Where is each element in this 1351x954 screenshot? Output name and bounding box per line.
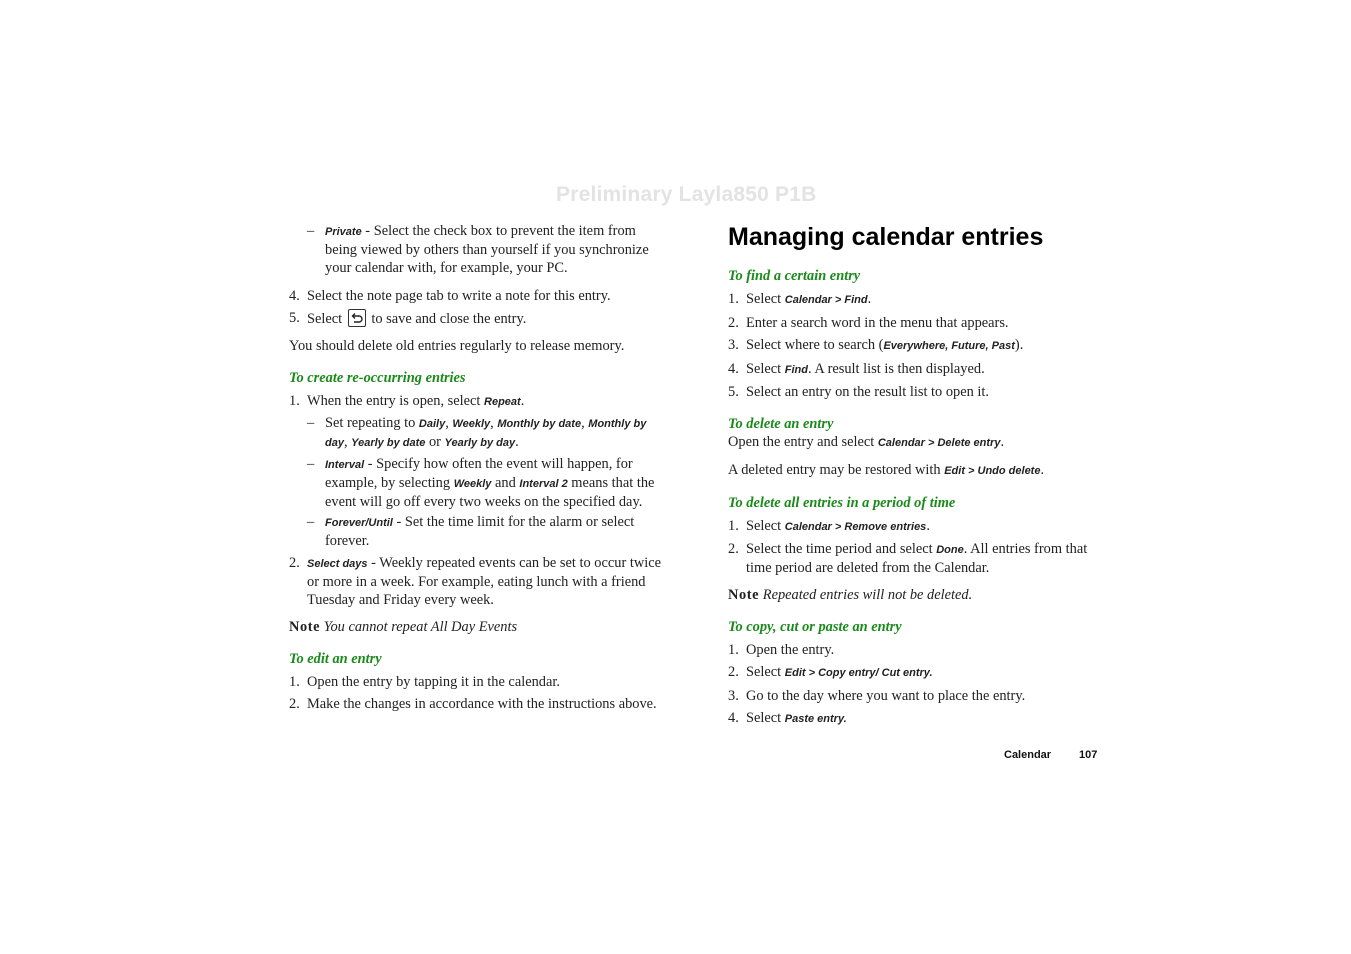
edit-step-2	[289, 695, 664, 713]
step-text: - Weekly repeated events can be set to occur twice	[367, 555, 661, 571]
step-text: Enter a search word in the menu that appears.	[746, 315, 1009, 331]
edit-step-1	[289, 673, 664, 691]
step-number: 2.	[289, 696, 300, 712]
step-text: Select	[746, 710, 785, 726]
step-number: 2.	[728, 541, 739, 557]
back-arrow-icon	[348, 309, 366, 327]
step-number: 2.	[728, 315, 739, 331]
step-number: 1.	[728, 642, 739, 658]
command-remove-entries: Calendar > Remove entries	[784, 521, 927, 533]
command-copy-cut: Edit > Copy entry/ Cut entry.	[784, 667, 933, 679]
paragraph-text: You should delete old entries regularly to release memory.	[289, 338, 625, 354]
step-text: Select the time period and select	[746, 541, 937, 557]
note-label: Note	[728, 587, 760, 603]
item-text: Set repeating to	[325, 415, 419, 431]
item-text: event will go off every two weeks on the specified day.	[325, 494, 643, 510]
step-text: time period are deleted from the Calendar.	[746, 560, 990, 576]
find-step-4	[728, 360, 1100, 379]
step-number: 5.	[728, 384, 739, 400]
dash: –	[307, 514, 315, 530]
dash: –	[307, 223, 315, 239]
option-weekly: Weekly	[453, 478, 492, 490]
copy-step-3	[728, 687, 1100, 705]
paragraph-text: A deleted entry may be restored with	[728, 462, 945, 478]
step-text: When the entry is open, select	[307, 393, 485, 409]
command-search-scope: Everywhere, Future, Past	[883, 340, 1015, 352]
step-text: Select	[746, 291, 785, 307]
command-repeat: Repeat	[484, 396, 521, 408]
set-repeating-item: – Set repeating to Daily, Weekly, Monthly by date, Monthly by day, Yearly by date or Yearly by day.	[307, 415, 647, 450]
step-5	[289, 309, 664, 328]
private-text-2: being viewed by others than yourself if you synchronize	[325, 242, 649, 258]
step-text: Select an entry on the result list to open it.	[746, 384, 989, 400]
step-text: Tuesday and Friday every week.	[307, 592, 494, 608]
copy-step-1	[728, 641, 1100, 659]
step-number: 2.	[728, 664, 739, 680]
private-text-3: your calendar with, for example, your PC.	[325, 260, 568, 276]
find-step-2	[728, 314, 1100, 332]
step-text: Select	[307, 311, 343, 327]
left-column	[289, 222, 664, 713]
copy-step-2	[728, 663, 1100, 682]
item-text: - Specify how often the event will happen, for	[364, 456, 633, 472]
item-text: or	[425, 434, 445, 450]
private-text: - Select the check box to prevent the item from	[361, 223, 636, 239]
delete-paragraph	[728, 433, 1100, 452]
option-daily: Daily	[418, 418, 446, 430]
step-number: 1.	[728, 518, 739, 534]
reoccur-step-2	[289, 554, 664, 609]
watermark: Preliminary Layla850 P1B	[556, 183, 817, 206]
step-text: ).	[1014, 337, 1024, 353]
interval-item	[289, 455, 664, 511]
delete-all-step-1	[728, 517, 1100, 536]
note-label: Note	[289, 619, 321, 635]
step-text: Select the note page tab to write a note for this entry.	[307, 288, 611, 304]
delete-old-paragraph	[289, 337, 664, 355]
step-text: or more in a week. For example, eating lunch with a friend	[307, 574, 646, 590]
step-text: .	[520, 393, 525, 409]
command-calendar-find: Calendar > Find	[784, 294, 868, 306]
footer-section: Calendar	[1004, 749, 1052, 761]
note-text: You cannot repeat All Day Events	[323, 619, 518, 635]
step-text: Select	[746, 518, 785, 534]
step-text: Select	[746, 361, 785, 377]
dash: –	[307, 415, 315, 431]
delete-all-step-2	[728, 540, 1100, 577]
interval-label: Interval	[325, 459, 365, 471]
item-text: and	[491, 475, 520, 491]
item-text: forever.	[325, 533, 370, 549]
command-delete-entry: Calendar > Delete entry	[877, 437, 1001, 449]
forever-item	[289, 513, 664, 550]
forever-label: Forever/Until	[325, 517, 393, 529]
step-number: 2.	[289, 555, 300, 571]
find-step-5	[728, 383, 1100, 401]
note-left	[289, 618, 664, 636]
option-yearly-by-day: Yearly by day	[444, 437, 516, 449]
step-text: Go to the day where you want to place the entry.	[746, 688, 1026, 704]
option-monthly-by-day-2: day	[325, 437, 344, 449]
item-text: - Set the time limit for the alarm or select	[392, 514, 635, 530]
step-number: 5.	[289, 310, 300, 326]
item-text: means that the	[567, 475, 655, 491]
step-text: . All entries from that	[963, 541, 1088, 557]
step-number: 1.	[289, 393, 300, 409]
step-number: 1.	[728, 291, 739, 307]
step-number: 4.	[728, 710, 739, 726]
option-interval-2: Interval 2	[519, 478, 568, 490]
option-monthly-by-day: Monthly by	[588, 418, 647, 430]
step-number: 3.	[728, 688, 739, 704]
step-number: 4.	[728, 361, 739, 377]
private-label: Private	[325, 226, 362, 238]
right-column	[728, 222, 1100, 728]
page-title: Managing calendar entries	[728, 223, 1044, 251]
restore-paragraph	[728, 461, 1100, 480]
step-text: to save and close the entry.	[371, 311, 527, 327]
delete-heading: To delete an entry	[728, 416, 834, 432]
step-number: 4.	[289, 288, 300, 304]
step-text: .	[867, 291, 872, 307]
step-number: 1.	[289, 674, 300, 690]
step-text: .	[926, 518, 930, 534]
copy-step-4	[728, 709, 1100, 728]
note-right	[728, 586, 1100, 604]
find-step-1	[728, 290, 1100, 309]
find-heading: To find a certain entry	[728, 268, 861, 284]
option-yearly-by-date: Yearly by date	[351, 437, 426, 449]
step-text: Select where to search (	[746, 337, 884, 353]
private-item	[289, 222, 664, 277]
step-text: Make the changes in accordance with the instructions above.	[307, 696, 657, 712]
step-4	[289, 287, 664, 305]
step-text: Select	[746, 664, 785, 680]
option-monthly-by-date: Monthly by date	[497, 418, 582, 430]
step-text: . A result list is then displayed.	[807, 361, 985, 377]
option-weekly: Weekly	[452, 418, 491, 430]
command-find: Find	[784, 364, 808, 376]
reoccur-step-1	[289, 392, 664, 411]
step-number: 3.	[728, 337, 739, 353]
page-number: 107	[1079, 749, 1098, 761]
select-days-label: Select days	[307, 558, 368, 570]
paragraph-text: .	[1040, 462, 1045, 478]
step-text: Open the entry by tapping it in the calendar.	[307, 674, 560, 690]
item-text: example, by selecting	[325, 475, 454, 491]
reoccur-heading: To create re-occurring entries	[289, 370, 466, 386]
paragraph-text: Open the entry and select	[728, 434, 878, 450]
command-done: Done	[936, 544, 964, 556]
dash: –	[307, 456, 315, 472]
command-undo-delete: Edit > Undo delete	[944, 465, 1041, 477]
edit-heading: To edit an entry	[289, 651, 382, 667]
step-text: Open the entry.	[746, 642, 835, 658]
command-paste-entry: Paste entry.	[784, 713, 847, 725]
paragraph-text: .	[1000, 434, 1005, 450]
delete-all-heading: To delete all entries in a period of time	[728, 495, 956, 511]
find-step-3	[728, 336, 1100, 355]
copy-heading: To copy, cut or paste an entry	[728, 619, 902, 635]
note-text: Repeated entries will not be deleted.	[762, 587, 973, 603]
